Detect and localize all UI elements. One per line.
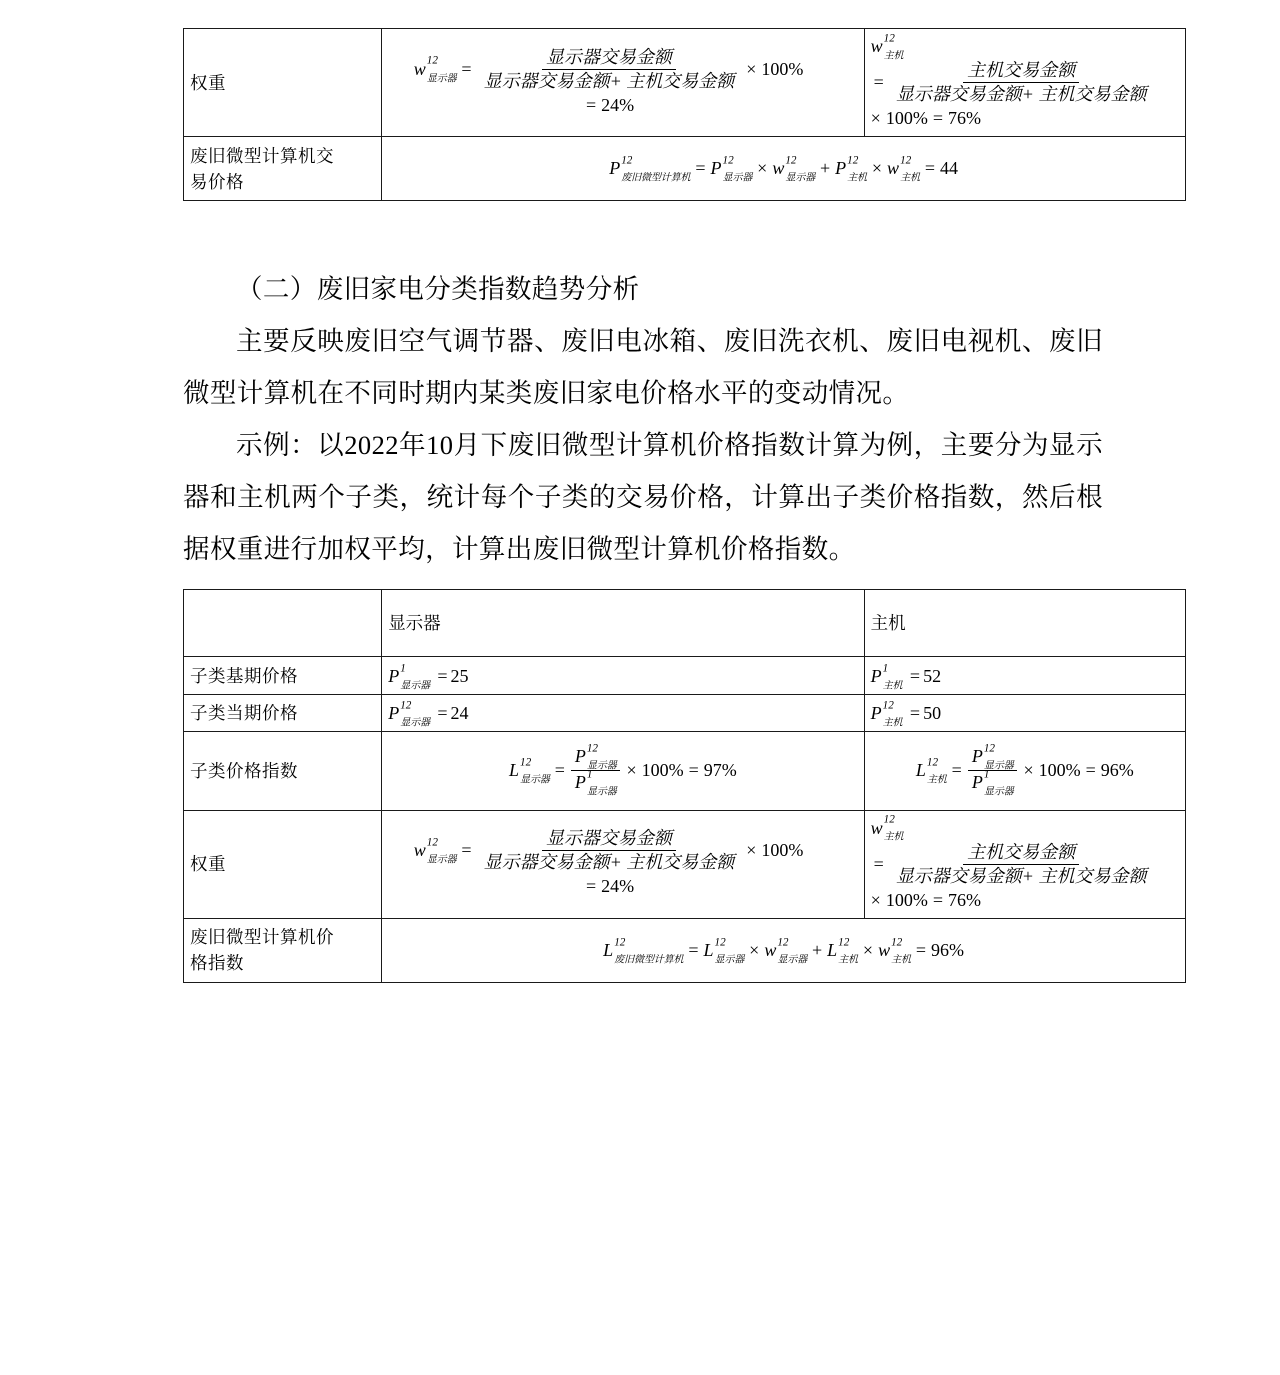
cell-sub-index-host: L 12 主机 = P 12 显示器 P 1 显示器 × 100% = 96%: [864, 732, 1185, 810]
row-label-weight-2: 权重: [184, 810, 382, 918]
row-label-sub-index: 子类价格指数: [184, 732, 382, 810]
table-row: [184, 657, 1186, 694]
row-label-current-price: 子类当期价格: [184, 694, 382, 731]
cell-sub-index-monitor: L 12 显示器 = P 12 显示器 P 1 显示器 × 100% = 97%: [382, 732, 864, 810]
sub-index-monitor-fraction: P 12 显示器 P 1 显示器: [571, 746, 621, 795]
page-title: （二）废旧家电分类指数趋势分析: [236, 274, 640, 305]
weight-host-symbol: w 12 主机: [870, 32, 904, 62]
cell-current-price-host: P 12 主机 = 50: [864, 694, 1185, 731]
cell-waste-pc-price-formula: P 12 废旧微型计算机 = P 12 显示器 × w 12 显示器 + P 12 主机 × w 12 主机 = 44: [382, 137, 1186, 201]
page-top-spacer: [0, 0, 1280, 28]
table-paragraph-spacer: [0, 201, 1280, 263]
weight-price-table-top: [183, 28, 1186, 201]
waste-pc-index-table: [183, 589, 1186, 983]
cell-weight-monitor: w 12 显示器 = $\frac{\text{显示器交易金额}}{\text{显示器交易金额+ 主机交易金额}}$ × 100% = 24%: [382, 29, 864, 137]
weight-monitor-symbol: w 12 显示器: [413, 55, 457, 85]
cell-weight2-monitor: w 12 显示器 = $\frac{\text{显示器交易金额}}{\text{显示器交易金额+ 主机交易金额}}$ × 100% = 24%: [382, 810, 864, 918]
row-label-weight: 权重: [184, 29, 382, 137]
table-header-row: [184, 590, 1186, 657]
table-row: [184, 694, 1186, 731]
header-cell-blank: [184, 590, 382, 657]
paragraph-overview: 主要反映废旧空气调节器、废旧电冰箱、废旧洗衣机、废旧电视机、废旧微型计算机在不同时期内某类废旧家电价格水平的变动情况。: [183, 326, 1103, 409]
paragraph-example: 示例：以2022年10月下废旧微型计算机价格指数计算为例，主要分为显示器和主机两个子类，统计每个子类的交易价格，计算出子类价格指数，然后根据权重进行加权平均，计算出废旧微型计算机价格指数。: [183, 430, 1103, 565]
cell-base-price-host: P 1 主机 = 52: [864, 657, 1185, 694]
table-row: [184, 918, 1186, 982]
cell-weight2-host: w 12 主机 = $\frac{\text{主机交易金额}}{\text{显示器交易金额+ 主机交易金额}}$ × 100% = 76%: [864, 810, 1185, 918]
row-label-waste-pc-price: 废旧微型计算机交 易价格: [184, 137, 382, 201]
table-row: [184, 810, 1186, 918]
table-row: [184, 732, 1186, 810]
cell-base-price-monitor: P 1 显示器 = 25: [382, 657, 864, 694]
cell-current-price-monitor: P 12 显示器 = 24: [382, 694, 864, 731]
weight2-monitor-fraction: $\frac{\text{显示器交易金额}}{\text{显示器交易金额+ 主机交易金额}}$: [483, 828, 735, 873]
row-label-waste-pc-index: 废旧微型计算机价 格指数: [184, 918, 382, 982]
paragraph-table-spacer: [0, 575, 1280, 589]
table-row: [184, 137, 1186, 201]
weight-monitor-fraction: $\frac{\text{显示器交易金额}}{\text{显示器交易金额+ 主机交易金额}}$: [483, 46, 735, 91]
weight-host-fraction: $\frac{\text{主机交易金额}}{\text{显示器交易金额+ 主机交易金额}}$: [895, 60, 1147, 105]
header-cell-monitor: 显示器: [382, 590, 864, 657]
table-row: [184, 29, 1186, 137]
weight2-host-fraction: $\frac{\text{主机交易金额}}{\text{显示器交易金额+ 主机交易金额}}$: [895, 841, 1147, 886]
cell-waste-pc-index-formula: L 12 废旧微型计算机 = L 12 显示器 × w 12 显示器 + L 12 主机 × w 12 主机 = 96%: [382, 918, 1186, 982]
cell-weight-host: w 12 主机 = $\frac{\text{主机交易金额}}{\text{显示器交易金额+ 主机交易金额}}$ × 100% = 76%: [864, 29, 1185, 137]
header-cell-host: 主机: [864, 590, 1185, 657]
sub-index-host-fraction: P 12 显示器 P 1 显示器: [968, 746, 1018, 795]
row-label-base-price: 子类基期价格: [184, 657, 382, 694]
